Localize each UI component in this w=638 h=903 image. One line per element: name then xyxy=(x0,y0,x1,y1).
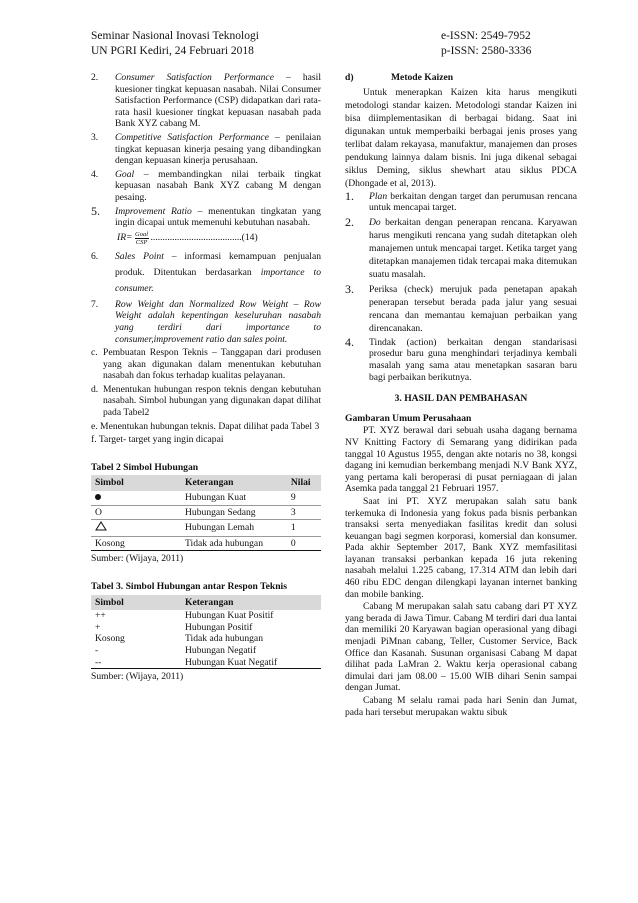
table-row: Hubungan Kuat 9 xyxy=(91,491,321,505)
table-caption: Tabel 3. Simbol Hubungan antar Respon Teknis xyxy=(91,581,287,592)
conference-venue-date: UN PGRI Kediri, 24 Februari 2018 xyxy=(91,45,254,57)
table-row: Hubungan Lemah 1 xyxy=(91,520,321,537)
list-item: 6. Sales Point – informasi kemampuan penjualan produk. Ditentukan berdasarkan importance to consumer. xyxy=(91,250,322,294)
running-header-right xyxy=(441,29,531,59)
list-item: 4. Tindak (action) berkaitan dengan standarisasi prosedur baru guna menghindari terjadinya kembali masalah yang sama atau menetapkan sasaran baru bagi perbaikan berikutnya. xyxy=(345,334,577,383)
conference-name: Seminar Nasional Inovasi Teknologi xyxy=(91,30,259,42)
list-item: 1. Plan berkaitan dengan target dan perumusan rencana untuk mencapai target. xyxy=(345,188,577,214)
list-item: 5. Improvement Ratio – menentukan tingkatan yang ingin dicapai untuk memenuhi kebutuhan nasabah. xyxy=(91,203,321,229)
table-caption: Tabel 2 Simbol Hubungan xyxy=(91,461,199,473)
table-source: Sumber: (Wijaya, 2011) xyxy=(91,553,184,565)
list-item: 7. Row Weight dan Normalized Row Weight – Row Weight adalah kepentingan keseluruhan nasabah yang terdiri dari importance to consumer,improvement ratio dan sales point. xyxy=(91,298,321,345)
table-row: ++ Hubungan Kuat Positif xyxy=(95,610,274,622)
column-header: Simbol xyxy=(91,475,181,491)
running-header-left xyxy=(91,29,259,59)
table-row: Kosong Tidak ada hubungan 0 xyxy=(91,536,321,551)
column-header: Keterangan xyxy=(181,475,287,491)
right-column xyxy=(345,72,577,719)
technical-response-symbol-table xyxy=(91,595,321,670)
list-item: d. Menentukan hubungan respon teknis dengan kebutuhan nasabah. Simbol hubungan yang digunakan dapat dilihat pada Tabel2 xyxy=(91,383,321,419)
column-header: Simbol xyxy=(91,595,181,611)
paragraph: Untuk menerapkan Kaizen kita harus mengikuti metodologi standar kaizen. Metodologi standar Kaizen ini bisa diimplementasikan di berbagai bidang. Saat ini digunakan untuk memperbaiki berbagai jenis proses yang terlibat dalam rekayasa, manufaktur, manajemen dan proses pendukung lainnya dalam bisnis. Ini juga dikenal sebagai siklus Deming, siklus shewhart atau siklus PDCA (Dhongade et al, 2013). xyxy=(345,86,577,189)
list-item: f. Target- target yang ingin dicapai xyxy=(91,434,224,446)
paragraph: Cabang M selalu ramai pada hari Senin dan Jumat, pada hari tersebut merupakan waktu sibuk xyxy=(345,695,577,718)
e-issn: e-ISSN: 2549-7952 xyxy=(441,30,531,42)
p-issn: p-ISSN: 2580-3336 xyxy=(441,45,532,57)
paragraph: PT. XYZ berawal dari sebuah usaha dagang bernama NV Knitting Factory di Semarang yang didirikan pada tanggal 10 Agustus 1955, dengan akte notaris no 38, kongsi dagang ini kemudian berkembang menjadi N.V Bank XYZ, yang pertama kali beroperasi di pusat perniagaan di jalan Asemka pada tanggal 21 Februari 1957. xyxy=(345,425,577,495)
list-item: 2. Do berkaitan dengan penerapan rencana. Karyawan harus mengikuti rencana yang sudah ditetapkan oleh manajemen untuk mencapai target. Ketika target yang ditetapkan manajemen tidak tercapai maka ditemukan suatu masalah. xyxy=(345,214,577,280)
section-heading-results: 3. HASIL DAN PEMBAHASAN xyxy=(394,393,528,405)
filled-dot-icon xyxy=(95,494,101,500)
table-row: Kosong Tidak ada hubungan xyxy=(95,633,263,645)
list-item: 4. Goal – membandingkan nilai terbaik tingkat kepuasan nasabah Bank XYZ cabang M dengan pesaing. xyxy=(91,168,321,203)
column-header: Nilai xyxy=(287,475,321,491)
list-item: e. Menentukan hubungan teknis. Dapat dilihat pada Tabel 3 xyxy=(91,420,320,432)
list-item: 3. Periksa (check) merujuk pada penetapan apakah penerapan tersebut berada pada jalur yang sesuai rencana dan memantau kemajuan perbaikan yang direncanakan. xyxy=(345,281,577,334)
table-row: -- Hubungan Kuat Negatif xyxy=(91,657,321,669)
column-header: Keterangan xyxy=(181,595,321,611)
table-row: O Hubungan Sedang 3 xyxy=(91,505,321,520)
section-heading-kaizen: d) Metode Kaizen xyxy=(345,72,454,83)
paragraph: Cabang M merupakan salah satu cabang dari PT XYZ yang berada di Jawa Timur. Cabang M terdiri dari dua lantai dan memiliki 20 Karyawan bagian operasional yang dibagi menjadi PiMnan cabang, Teller, Customer Service, Back Office dan Kasanah. Susunan organisasi Cabang M dapat dilihat pada LaMran 2. Waktu kerja operasional cabang dimulai dari jam 08.00 – 15.00 WIB dihari Senin sampai dengan Jumat. xyxy=(345,601,577,694)
fraction: $\frac{\text{Goal}}{\text{CSP}}$ xyxy=(135,230,149,246)
paragraph: Saat ini PT. XYZ merupakan salah satu bank terkemuka di Indonesia yang fokus pada bisnis perbankan transaksi serta menyediakan fasilitas kredit dan solusi keuangan bagi segmen korporasi, komersial dan konsumer. Pada akhir September 2017, Bank XYZ memfasilitasi layanan transaksi perbankan kepada 16 juta rekening nasabah melalui 1.225 cabang, 17.314 ATM dan lebih dari 460 ribu EDC dengan dilengkapi layanan internet banking dan mobile banking. xyxy=(345,495,577,600)
list-item: 3. Competitive Satisfaction Performance – penilaian tingkat kepuasan kinerja pesaing yang dibandingkan dengan kepuasan kinerja perusahaan. xyxy=(91,131,321,167)
left-column xyxy=(91,72,321,683)
improvement-ratio-formula: IR= $\frac{\text{Goal}}{\text{CSP}}$ ......................................(14) xyxy=(117,230,258,246)
triangle-icon xyxy=(95,521,107,531)
subsection-heading: Gambaran Umum Perusahaan xyxy=(345,412,472,424)
table-source: Sumber: (Wijaya, 2011) xyxy=(91,671,184,683)
table-row: + Hubungan Positif xyxy=(95,621,253,633)
relation-symbol-table xyxy=(91,475,321,551)
list-item: c. Pembuatan Respon Teknis – Tanggapan dari produsen yang akan digunakan dalam menentukan kebutuhan nasabah dan fokus terhadap kualitas pelayanan. xyxy=(91,347,321,382)
list-item: 2. Consumer Satisfaction Performance – hasil kuesioner tingkat kepuasan nasabah. Nilai Consumer Satisfaction Performance (CSP) didapatkan dari rata-rata hasil kuesioner tingkat kepuasan nasabah pada Bank XYZ cabang M. xyxy=(91,72,321,130)
table-row: - Hubungan Negatif xyxy=(95,644,257,656)
